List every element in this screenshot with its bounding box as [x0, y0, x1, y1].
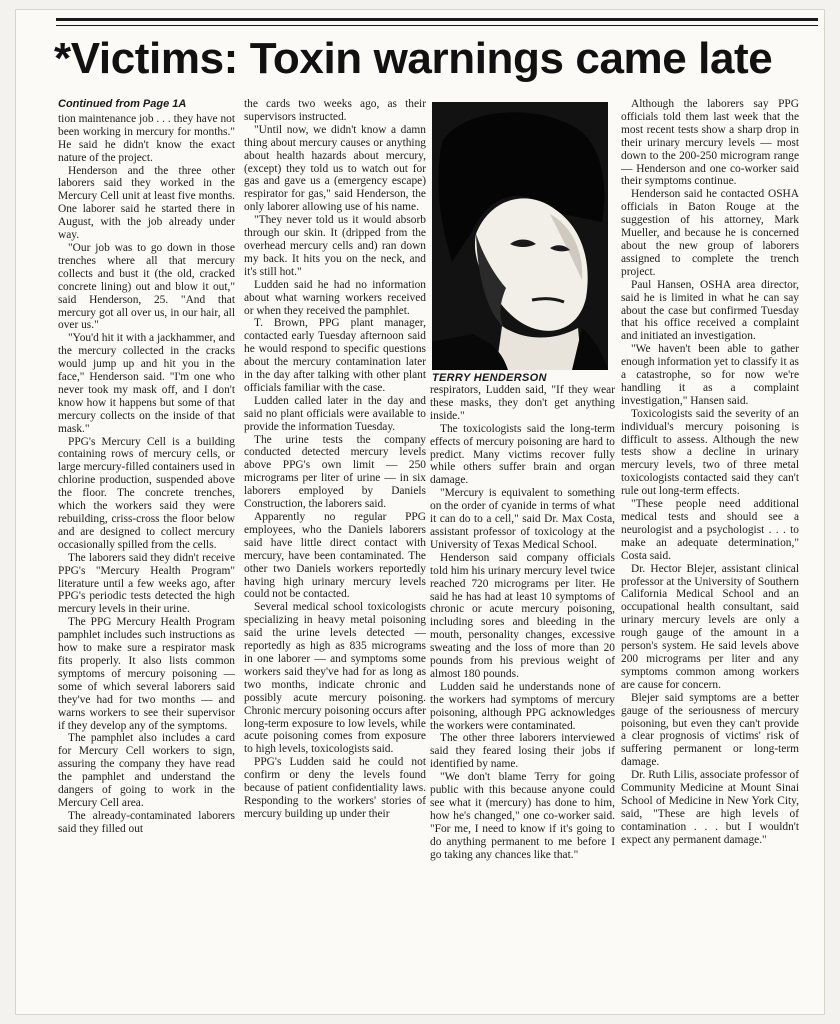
photo-caption: TERRY HENDERSON	[432, 372, 547, 384]
paragraph: "You'd hit it with a jackhammer, and the mercury collected in the cracks would jump up and hit you in the face," Henderson said. "I'm one who never took my mask off, and I don't know how it happens but some of that mercury collects on the inside of that mask."	[58, 332, 235, 435]
paragraph: The pamphlet also includes a card for Mercury Cell workers to sign, assuring the company they have read the pamphlet and understand the dangers of going to work in the Mercury Cell area.	[58, 732, 235, 809]
paragraph: Henderson and the three other laborers said they worked in the Mercury Cell unit at least five months. One laborer said he started there in August, with the job already under way.	[58, 164, 235, 242]
paragraph: Several medical school toxicologists specializing in heavy metal poisoning said the urine levels detected — reportedly as high as 835 micrograms in one laborer — and symptoms some workers said they've had for as long as two months, indicate chronic and possibly acute mercury poisoning. Chronic mercury poisoning occurs after long-term exposure to low levels, while acute poisoning comes from exposure to high levels, toxicologists said.	[244, 601, 426, 756]
paragraph: Paul Hansen, OSHA area director, said he is limited in what he can say about the case but confirmed Tuesday that his office received a complaint and initiated an investigation.	[621, 278, 799, 343]
paragraph: respirators, Ludden said, "If they wear these masks, they don't get anything inside."	[430, 384, 615, 422]
paragraph: T. Brown, PPG plant manager, contacted early Tuesday afternoon said he would respond to specific questions about the mercury contamination later in the day after talking with other plant officials familiar with the case.	[244, 317, 426, 394]
paragraph: Henderson said company officials told him his urinary mercury level twice reached 720 micrograms per liter. He said he has had at least 10 symptoms of chronic or acute mercury poisoning, including sores and bleeding in the mouth, personality changes, excessive sweating and the loss of more than 20 pounds from his previous weight of almost 180 pounds.	[430, 551, 615, 680]
continued-label: Continued from Page 1A	[58, 98, 187, 110]
paragraph: the cards two weeks ago, as their supervisors instructed.	[244, 98, 426, 123]
column-1	[58, 98, 235, 1000]
paragraph: "These people need additional medical tests and should see a neurologist and a psychologist . . . to make an adequate determination," Costa said.	[621, 498, 799, 562]
paragraph: PPG's Ludden said he could not confirm or deny the levels found because of patient confidentiality laws. Responding to the workers' stories of mercury building up under their	[244, 756, 426, 820]
paragraph: tion maintenance job . . . they have not been working in mercury for months." He said he didn't know the exact nature of the project.	[58, 112, 235, 164]
paragraph: The already-contaminated laborers said they filled out	[58, 809, 235, 835]
paragraph: "We haven't been able to gather enough information yet to classify it as a catastrophe, so for now we're handling it as a complaint investigation," Hansen said.	[621, 343, 799, 407]
paragraph: Ludden said he had no information about what warning workers received or when they received the pamphlet.	[244, 278, 426, 317]
paragraph: The toxicologists said the long-term effects of mercury poisoning are hard to predict. Many victims recover fully while others suffer brain and organ damage.	[430, 422, 615, 487]
column-3	[430, 384, 615, 1000]
paragraph: The PPG Mercury Health Program pamphlet includes such instructions as how to make sure a respirator mask fits properly. It also lists common symptoms of mercury poisoning — some of which several laborers said they've had for two months — and warns workers to see their supervisor if they develop any of the symptoms.	[58, 616, 235, 732]
paragraph: PPG's Mercury Cell is a building containing rows of mercury cells, or large mercury-filled containers used in chlorine production, suspended above the floor. The concrete trenches, which the workers said they were rebuilding, criss-cross the floor below and are designed to collect mercury occasionally spilled from the cells.	[58, 435, 235, 551]
paragraph: Henderson said he contacted OSHA officials in Baton Rouge at the suggestion of his attorney, Mark Mueller, and because he is concerned about the new group of laborers assigned to complete the trench project.	[621, 188, 799, 278]
paragraph: The other three laborers interviewed said they feared losing their jobs if identified by name.	[430, 732, 615, 771]
portrait-photo	[432, 102, 608, 370]
paragraph: Although the laborers say PPG officials told them last week that the most recent tests show a sharp drop in their urinary mercury levels — most down to the 200-250 microgram range — Henderson and one co-worker said their symptoms continue.	[621, 98, 799, 188]
top-rule-thin	[56, 25, 818, 26]
paragraph: "We don't blame Terry for going public with this because anyone could see what it (mercury) has done to him, how he's changed," one co-worker said. "For me, I need to know if it's going to do anything permanent to me before I go taking any chances like that."	[430, 771, 615, 861]
paragraph: "Until now, we didn't know a damn thing about mercury causes or anything about health hazards about mercury, (except) they told us to watch out for gas and gave us a (emergency escape) respirator for gas," said Henderson, the only laborer allowing use of his name.	[244, 123, 426, 214]
paragraph: Toxicologists said the severity of an individual's mercury poisoning is difficult to assess. Although the new tests show a decline in urinary mercury levels, two of three metal toxicologists contacted said they can't rule out long-term effects.	[621, 407, 799, 498]
top-rule	[56, 18, 818, 21]
paragraph: Dr. Ruth Lilis, associate professor of Community Medicine at Mount Sinai School of Medicine in New York City, said, "These are high levels of contamination . . . but I wouldn't expect any permanent damage."	[621, 769, 799, 846]
paragraph: "They never told us it would absorb through our skin. It (dripped from the overhead mercury cells and) ran down my back. It hits you on the neck, and it's still hot."	[244, 214, 426, 278]
portrait-image	[432, 102, 608, 370]
column-4	[621, 98, 799, 1000]
paragraph: Ludden said he understands none of the workers had symptoms of mercury poisoning, although PPG acknowledges the workers were contaminated.	[430, 680, 615, 732]
paragraph: Dr. Hector Blejer, assistant clinical professor at the University of Southern California Medical School and an occupational health consultant, said urinary mercury levels are only a rough gauge of the amount in a person's system. He said levels above 200 micrograms per liter and any symptoms common among workers are cause for concern.	[621, 562, 799, 691]
paragraph: Ludden called later in the day and said no plant officials were available to provide the information Tuesday.	[244, 394, 426, 433]
column-2	[244, 98, 426, 1000]
headline: *Victims: Toxin warnings came late	[54, 34, 773, 83]
paragraph: "Mercury is equivalent to something on the order of cyanide in terms of what it can do to a cell," said Dr. Max Costa, assistant professor of toxicology at the University of Texas Medical School.	[430, 487, 615, 551]
paragraph: Blejer said symptoms are a better gauge of the seriousness of mercury poisoning, but even they can't provide a clear prognosis of victims' risk of suffering permanent or long-term damage.	[621, 691, 799, 769]
paragraph: The laborers said they didn't receive PPG's "Mercury Health Program" literature until a few weeks ago, after PPG's periodic tests detected the high mercury levels in their urine.	[58, 551, 235, 616]
paragraph: "Our job was to go down in those trenches where all that mercury collects and bust it (the old, cracked concrete lining) out and blow it out," said Henderson, 25. "And that mercury got all over us, in our hair, all over us."	[58, 241, 235, 332]
paragraph: Apparently no regular PPG employees, who the Daniels laborers said have little direct contact with mercury, have been contaminated. The other two Daniels workers reportedly having high urinary mercury levels could not be contacted.	[244, 511, 426, 601]
paragraph: The urine tests the company conducted detected mercury levels above PPG's own limit — 250 micrograms per liter of urine — in six laborers employed by Daniels Construction, the laborers said.	[244, 433, 426, 511]
